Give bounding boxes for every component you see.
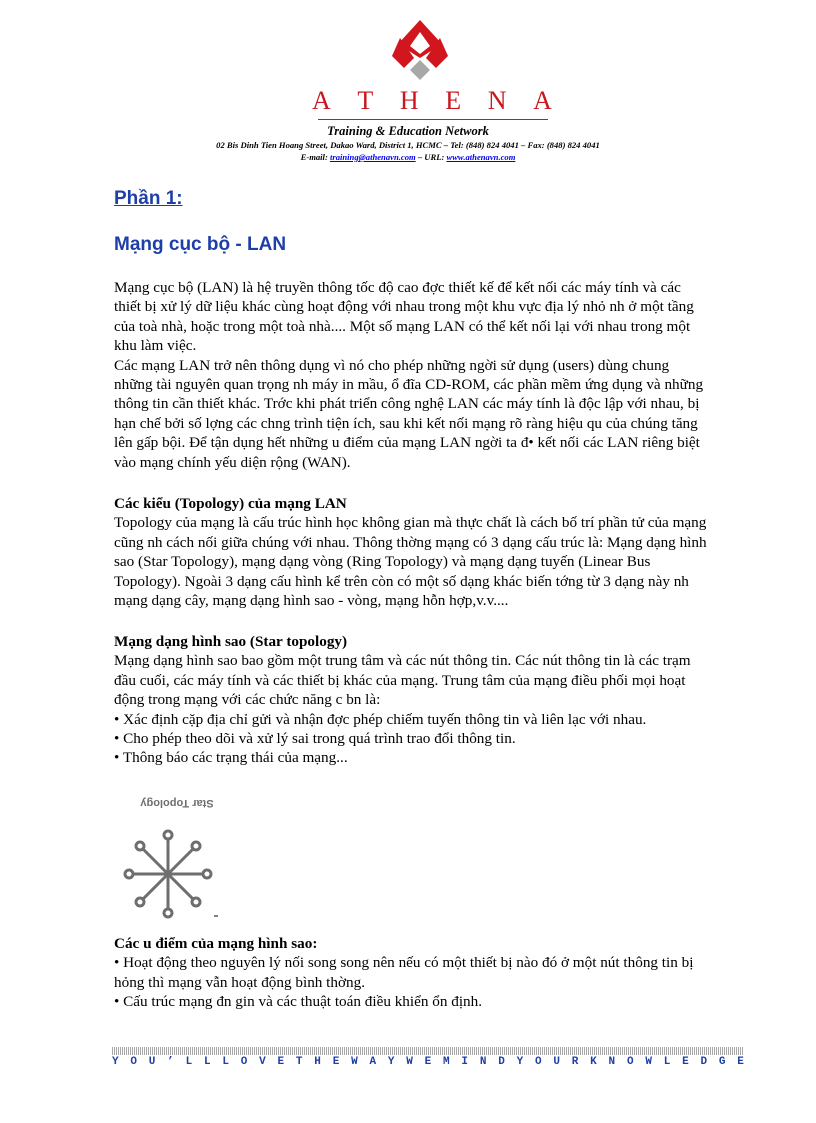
footer-letter: O	[626, 1056, 634, 1068]
bullet-item: • Thông báo các trạng thái của mạng...	[114, 749, 348, 767]
footer-letter: M	[443, 1056, 450, 1068]
footer-letter: H	[314, 1056, 321, 1068]
address-line: 02 Bis Dinh Tien Hoang Street, Dakao Ward, District 1, HCMC – Tel: (848) 824 4041 – Fax: (848) 824 4041	[216, 140, 600, 150]
brand-name	[312, 86, 552, 116]
bullet-item: • Xác định cặp địa chỉ gửi và nhận đợc phép chiếm tuyến thông tin và liên lạc với nhau.	[114, 710, 647, 728]
footer-letter: ’	[167, 1056, 174, 1068]
star-link	[168, 846, 196, 874]
part-title: Phần 1:	[114, 188, 183, 209]
star-topology-figure	[122, 790, 232, 925]
text-line: của toà nhà, hoặc trong một toà nhà.... Một số mạng LAN có thể kết nối lại với nhau trong một	[114, 317, 691, 335]
footer-letter: U	[148, 1056, 156, 1068]
footer-letter: E	[682, 1056, 689, 1068]
logo-gray-diamond	[410, 60, 430, 80]
footer-letter: L	[663, 1056, 671, 1068]
brand-letter: A	[312, 86, 331, 115]
website-link[interactable]: www.athenavn.com	[446, 152, 516, 162]
footer-letter: K	[590, 1056, 597, 1068]
figure-caption: Star Topology	[140, 797, 214, 809]
brand-underline	[318, 119, 548, 120]
footer-letter: O	[130, 1056, 137, 1068]
star-node	[192, 842, 200, 850]
text-line: sao (Star Topology), mạng dạng vòng (Ring Topology) và mạng dạng tuyến (Linear Bus	[114, 553, 651, 571]
star-node	[136, 898, 144, 906]
bullet-item: • Cho phép theo dõi và xử lý sai trong quá trình trao đổi thông tin.	[114, 729, 516, 747]
contact-line	[0, 152, 816, 162]
text-line: hỏng thì mạng vẫn hoạt động bình thờng.	[114, 973, 366, 991]
text-line: vào mạng chính yếu diện rộng (WAN).	[114, 453, 351, 471]
advantages-section	[114, 934, 754, 1012]
topology-heading: Các kiểu (Topology) của mạng LAN	[114, 495, 347, 512]
athena-logo	[390, 18, 460, 82]
text-line: thiết bị xử lý dữ liệu khác cùng hoạt động với nhau trong một khu vực địa lý nhỏ nh ở một tầng	[114, 298, 694, 316]
text-line: lên gấp bội. Để tận dụng hết những u điểm của mạng LAN ngời ta đ• kết nối các LAN riêng biệt	[114, 434, 700, 452]
star-node	[164, 831, 172, 839]
footer-letter: T	[295, 1056, 303, 1068]
footer-letter: E	[332, 1056, 340, 1068]
email-prefix: E-mail:	[300, 152, 330, 162]
footer-letter: N	[479, 1056, 487, 1068]
footer-letter: L	[185, 1056, 193, 1068]
star-section	[114, 632, 754, 768]
footer-letter: W	[406, 1056, 413, 1068]
brand-letter: N	[487, 86, 507, 115]
text-line: mạng dạng cây, mạng dạng hình sao - vòng, mạng hỗn hợp,v.v....	[114, 591, 509, 609]
footer-letter: L	[203, 1056, 211, 1068]
footer-letter: V	[259, 1056, 266, 1068]
star-link	[140, 846, 168, 874]
text-line: động trong mạng với các chức năng c bn là:	[114, 691, 381, 709]
bullet-item: • Hoạt động theo nguyên lý nối song song nên nếu có một thiết bị nào đó ở một nút thông tin bị	[114, 954, 694, 972]
footer-letter: E	[424, 1056, 432, 1068]
star-node	[192, 898, 200, 906]
url-prefix: – URL:	[415, 152, 447, 162]
bullet-item: • Cấu trúc mạng đn gin và các thuật toán điều khiển ổn định.	[114, 993, 483, 1011]
text-line: Topology của mạng là cấu trúc hình học không gian mà thực chất là cách bố trí phần tử của mạng	[114, 514, 707, 532]
footer-letter: L	[222, 1056, 229, 1068]
text-line: Topology). Ngoài 3 dạng cấu hình kể trên còn có một số dạng khác biến tớng từ 3 dạng này nh	[114, 572, 689, 590]
brand-letter: H	[399, 86, 419, 115]
footer-letter: O	[534, 1056, 542, 1068]
star-node	[136, 842, 144, 850]
footer-letter: G	[718, 1056, 726, 1068]
text-line: Mạng cục bộ (LAN) là hệ truyền thông tốc độ cao đợc thiết kế để kết nối các máy tính và các	[114, 279, 681, 296]
brand-letter: T	[357, 86, 374, 115]
footer-letter: A	[369, 1056, 377, 1068]
footer-letter: E	[277, 1056, 285, 1068]
star-link	[168, 874, 196, 902]
star-node	[125, 870, 133, 878]
intro-paragraph	[114, 278, 754, 472]
footer-letter: Y	[387, 1056, 395, 1068]
star-heading: Mạng dạng hình sao (Star topology)	[114, 633, 348, 650]
text-line: Mạng dạng hình sao bao gồm một trung tâm và các nút thông tin. Các nút thông tin là các trạm	[114, 652, 691, 670]
text-line: thông tin cần thiết khác. Trớc khi phát triển công nghệ LAN các máy tính là độc lập với nhau, bị	[114, 395, 700, 413]
footer-letter: R	[571, 1056, 579, 1068]
footer-letter: W	[645, 1056, 652, 1068]
topology-section	[114, 494, 754, 610]
footer-slogan	[112, 1056, 744, 1072]
footer-letter: E	[737, 1056, 744, 1068]
text-line: cũng nh cách nối giữa chúng với nhau. Thông thờng mạng có 3 dạng cấu trúc là: Mạng dạng hình	[114, 533, 707, 551]
footer-letter: W	[351, 1056, 358, 1068]
tagline: Training & Education Network	[327, 124, 489, 138]
footer-letter: N	[608, 1056, 616, 1068]
email-link[interactable]: training@athenavn.com	[329, 152, 416, 162]
text-line: Các mạng LAN trở nên thông dụng vì nó cho phép những ngời sử dụng (users) dùng chung	[114, 356, 670, 374]
star-node	[164, 909, 172, 917]
advantages-heading: Các u điểm của mạng hình sao:	[114, 935, 318, 952]
footer-letter: D	[498, 1056, 505, 1068]
footer-letter: Y	[112, 1056, 119, 1068]
star-diagram	[125, 831, 211, 917]
brand-letter: A	[533, 86, 552, 115]
footer-letter: Y	[516, 1056, 524, 1068]
section-title: Mạng cục bộ - LAN	[114, 234, 287, 255]
footer-letter: U	[553, 1056, 560, 1068]
text-line: những tài nguyên quan trọng nh máy in mầu, ổ đĩa CD-ROM, các phần mềm ứng dụng và những	[114, 375, 704, 393]
text-line: đầu cuối, các máy tính và các thiết bị khác của mạng. Trung tâm của mạng điều phối mọi hoạt	[114, 671, 686, 689]
star-node	[203, 870, 211, 878]
footer-letter: O	[240, 1056, 248, 1068]
star-link	[140, 874, 168, 902]
text-line: khu làm việc.	[114, 337, 197, 355]
footer-band	[112, 1047, 744, 1055]
brand-letter: E	[445, 86, 462, 115]
footer-letter: D	[700, 1056, 708, 1068]
footer-letter: I	[461, 1056, 469, 1068]
text-line: hạn chế bởi số lợng các chng trình tiện ích, sau khi kết nối mạng rõ ràng hiệu qu của chúng tăng	[114, 414, 698, 432]
